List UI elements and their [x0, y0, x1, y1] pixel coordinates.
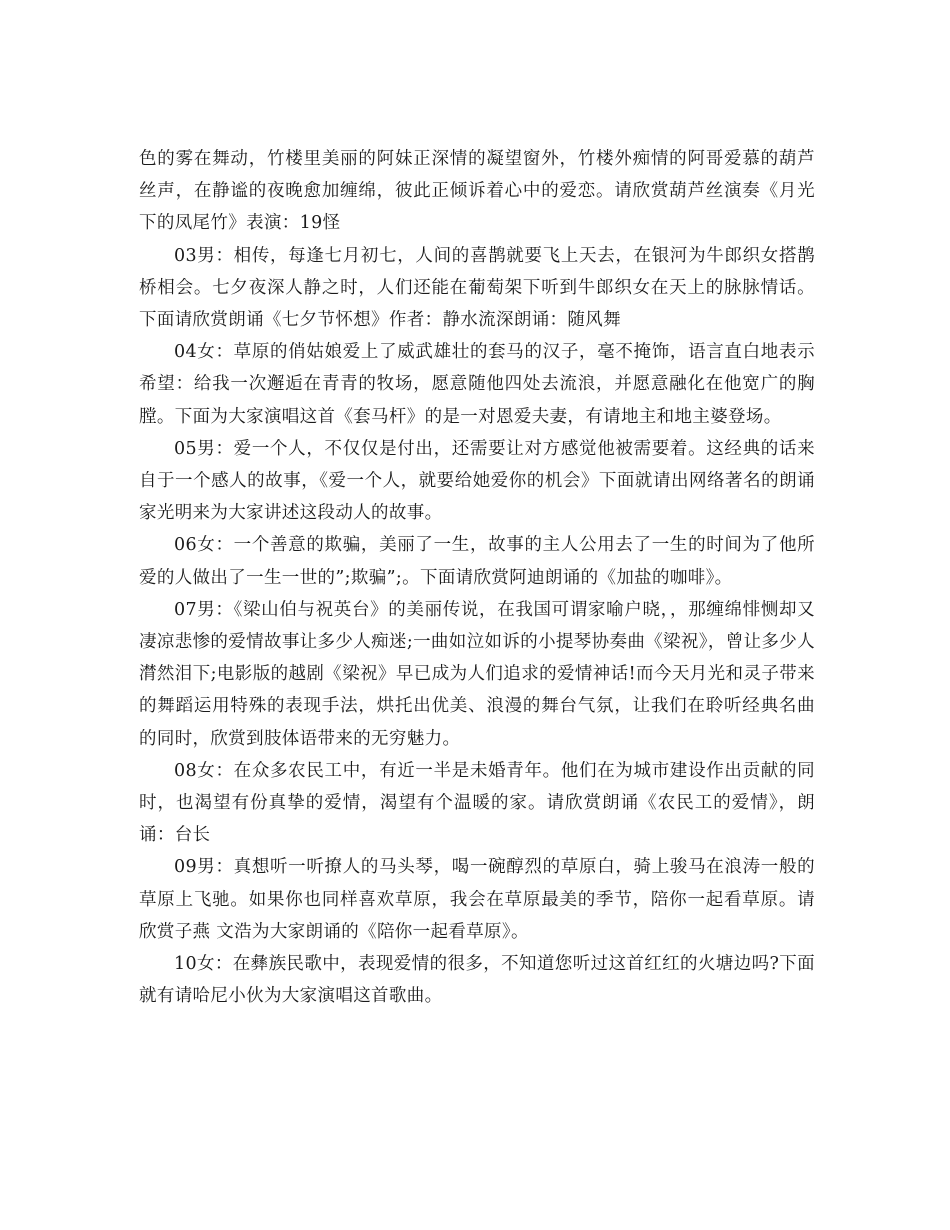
paragraph-06-female: 06女：一个善意的欺骗，美丽了一生，故事的主人公用去了一生的时间为了他所爱的人做出了一生一世的”;欺骗”;。下面请欣赏阿迪朗诵的《加盐的咖啡》。: [139, 535, 815, 588]
paragraph-03-male: 03男：相传，每逢七月初七，人间的喜鹊就要飞上天去，在银河为牛郎织女搭鹊桥相会。七夕夜深人静之时，人们还能在葡萄架下听到牛郎织女在天上的脉脉情话。下面请欣赏朗诵《七夕节怀想》作者：静水流深朗诵：随风舞: [139, 245, 815, 331]
paragraph-04-female: 04女：草原的俏姑娘爱上了威武雄壮的套马的汉子，毫不掩饰，语言直白地表示希望：给我一次邂逅在青青的牧场，愿意随他四处去流浪，并愿意融化在他宽广的胸膛。下面为大家演唱这首《套马杆》的是一对恩爱夫妻，有请地主和地主婆登场。: [139, 342, 815, 427]
paragraph-07-male: 07男：《梁山伯与祝英台》的美丽传说，在我国可谓家喻户晓，，那缠绵悱恻却又凄凉悲惨的爱情故事让多少人痴迷;一曲如泣如诉的小提琴协奏曲《梁祝》，曾让多少人潸然泪下;电影版的越剧《梁祝》早已成为人们追求的爱情神话!而今天月光和灵子带来的舞蹈运用特殊的表现手法，烘托出优美、浪漫的舞台气氛，让我们在聆听经典名曲的同时，欣赏到肢体语带来的无穷魅力。: [139, 599, 815, 749]
paragraph-05-male: 05男：爱一个人，不仅仅是付出，还需要让对方感觉他被需要着。这经典的话来自于一个感人的故事，《爱一个人，就要给她爱你的机会》下面就请出网络著名的朗诵家光明来为大家讲述这段动人的故事。: [139, 438, 815, 524]
paragraph-08-female: 08女：在众多农民工中，有近一半是未婚青年。他们在为城市建设作出贡献的同时，也渴望有份真挚的爱情，渴望有个温暖的家。请欣赏朗诵《农民工的爱情》，朗诵：台长: [139, 760, 815, 846]
paragraph-continuation: 色的雾在舞动，竹楼里美丽的阿妹正深情的凝望窗外，竹楼外痴情的阿哥爱慕的葫芦丝声，在静谧的夜晚愈加缠绵，彼此正倾诉着心中的爱恋。请欣赏葫芦丝演奏《月光下的凤尾竹》表演：19怪: [139, 149, 815, 234]
paragraph-10-female: 10女：在彝族民歌中，表现爱情的很多，不知道您听过这首红红的火塘边吗?下面就有请哈尼小伙为大家演唱这首歌曲。: [139, 954, 815, 1007]
paragraph-09-male: 09男：真想听一听撩人的马头琴，喝一碗醇烈的草原白，骑上骏马在浪涛一般的草原上飞驰。如果你也同样喜欢草原，我会在草原最美的季节，陪你一起看草原。请欣赏子燕 文浩为大家朗诵的《陪你一起看草原》。: [139, 857, 815, 942]
document-body: [139, 143, 815, 1012]
